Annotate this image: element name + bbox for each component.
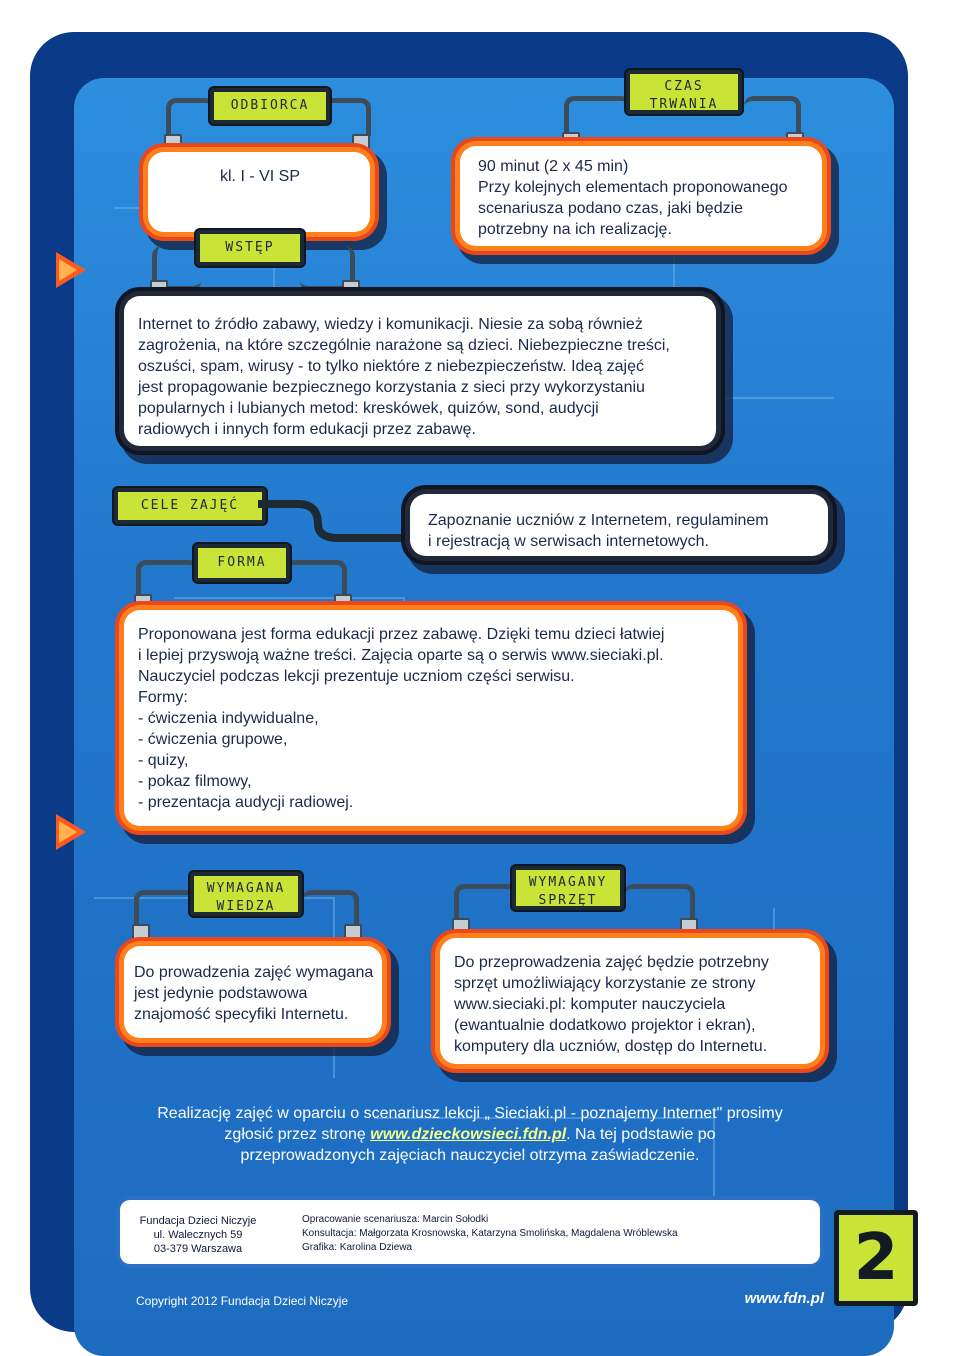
form-line: - ćwiczenia grupowe,: [138, 731, 288, 748]
form-line: - quizy,: [138, 752, 189, 769]
equipment-line: sprzęt umożliwiający korzystanie ze strony: [454, 975, 756, 992]
intro-line: popularnych i lubianych metod: kreskówek, quizów, sond, audycji: [138, 400, 599, 417]
knowledge-line: Do prowadzenia zajęć wymagana: [134, 964, 374, 981]
connector-plug: [342, 280, 360, 296]
connector-plug: [344, 924, 362, 940]
tag-equipment-label: WYMAGANY SPRZĘT: [528, 875, 608, 908]
left-arrow-marker: [56, 252, 86, 288]
intro-line: zagrożenia, na które szczególnie narażone są dzieci. Niebezpieczne treści,: [138, 337, 670, 354]
form-line: Nauczyciel podczas lekcji prezentuje uczniom części serwisu.: [138, 668, 575, 685]
footer-credit-line: Opracowanie scenariusza: Marcin Sołodki: [302, 1214, 489, 1225]
goals-line: Zapoznanie uczniów z Internetem, regulaminem: [428, 512, 769, 529]
tag-duration: [626, 70, 742, 114]
form-card: [124, 610, 738, 826]
footer-credits: [302, 1213, 678, 1255]
page-number: 2: [834, 1210, 918, 1306]
form-line: i lepiej przyswoją ważne treści. Zajęcia oparte są o serwis www.sieciaki.pl.: [138, 647, 664, 664]
tag-knowledge-label: WYMAGANA WIEDZA: [206, 881, 286, 914]
summary-line-part: . Na tej podstawie po: [566, 1126, 716, 1143]
footer-org-line: Fundacja Dzieci Niczyje: [139, 1215, 257, 1227]
equipment-card: [440, 938, 820, 1064]
intro-line: jest propagowanie bezpiecznego korzystania z sieci przy wykorzystaniu: [138, 379, 645, 396]
tag-intro: WSTĘP: [196, 230, 304, 266]
duration-text: [478, 156, 788, 240]
knowledge-text: [134, 962, 373, 1025]
audience-text: kl. I - VI SP: [220, 168, 301, 185]
form-line: Proponowana jest forma edukacji przez zabawę. Dzięki temu dzieci łatwiej: [138, 626, 665, 643]
goals-line: i rejestracją w serwisach internetowych.: [428, 533, 709, 550]
intro-line: oszuści, spam, wirusy - to tylko niektóre z niebezpieczeństw. Ideą zajęć: [138, 358, 644, 375]
bottom-bar: [74, 1284, 834, 1322]
audience-card: [148, 152, 370, 232]
equipment-line: www.sieciaki.pl: komputer nauczyciela: [454, 996, 726, 1013]
duration-line: potrzebny na ich realizację.: [478, 221, 672, 238]
intro-text: [138, 314, 670, 440]
form-line: - ćwiczenia indywidualne,: [138, 710, 319, 727]
form-line: - prezentacja audycji radiowej.: [138, 794, 354, 811]
summary-line: przeprowadzonych zajęciach nauczyciel otrzyma zaświadczenie.: [240, 1147, 700, 1164]
connector-plug: [164, 134, 182, 150]
tag-audience: ODBIORCA: [210, 88, 330, 124]
intro-line: Internet to źródło zabawy, wiedzy i komunikacji. Niesie za sobą również: [138, 316, 643, 333]
left-arrow-marker: [56, 814, 86, 850]
knowledge-line: znajomość specyfiki Internetu.: [134, 1006, 349, 1023]
connector-plug: [134, 594, 152, 610]
goals-cable: [258, 490, 418, 550]
footer-credit-line: Konsultacja: Małgorzata Krosnowska, Katarzyna Smolińska, Magdalena Wróblewska: [302, 1228, 678, 1239]
form-line: Formy:: [138, 689, 188, 706]
intro-card: [124, 296, 716, 446]
goals-card: [410, 494, 828, 556]
tag-duration-label: CZAS TRWANIA: [649, 79, 719, 112]
duration-line: scenariusza podano czas, jaki będzie: [478, 200, 744, 217]
tag-knowledge: [190, 872, 302, 916]
footer-org-line: ul. Walecznych 59: [153, 1229, 243, 1241]
connector-plug: [352, 134, 370, 150]
goals-text: [428, 510, 769, 552]
form-text: [138, 624, 664, 813]
tag-equipment: [512, 866, 624, 910]
summary-line: Realizację zajęć w oparciu o scenariusz lekcji „ Sieciaki.pl - poznajemy Internet" prosimy: [157, 1105, 783, 1122]
footer-org-line: 03-379 Warszawa: [153, 1243, 243, 1255]
site-link[interactable]: www.fdn.pl: [744, 1290, 824, 1307]
connector-plug: [334, 594, 352, 610]
summary-line: [120, 1124, 820, 1145]
footer-org: [128, 1214, 268, 1256]
registration-link[interactable]: www.dzieckowsieci.fdn.pl: [370, 1126, 567, 1143]
connector-plug: [452, 918, 470, 934]
form-line: - pokaz filmowy,: [138, 773, 252, 790]
duration-card: [460, 146, 822, 246]
connector-plug: [680, 918, 698, 934]
knowledge-card: [124, 946, 382, 1038]
duration-line: 90 minut (2 x 45 min): [478, 158, 629, 175]
summary-line-part: zgłosić przez stronę: [224, 1126, 371, 1143]
duration-line: Przy kolejnych elementach proponowanego: [478, 179, 788, 196]
connector-plug: [150, 280, 168, 296]
intro-line: radiowych i innych form edukacji przez zabawę.: [138, 421, 476, 438]
equipment-line: komputery dla uczniów, dostęp do Internetu.: [454, 1038, 768, 1055]
copyright: Copyright 2012 Fundacja Dzieci Niczyje: [136, 1294, 349, 1308]
equipment-line: Do przeprowadzenia zajęć będzie potrzebny: [454, 954, 769, 971]
tag-form: FORMA: [194, 544, 290, 582]
footer-credit-line: Grafika: Karolina Dziewa: [302, 1242, 413, 1253]
tag-goals: CELE ZAJĘĆ: [114, 488, 266, 524]
equipment-line: (ewantualnie dodatkowo projektor i ekran),: [454, 1017, 756, 1034]
equipment-text: [454, 952, 769, 1057]
knowledge-line: jest jedynie podstawowa: [134, 985, 308, 1002]
summary-text: [120, 1103, 820, 1166]
connector-plug: [132, 924, 150, 940]
